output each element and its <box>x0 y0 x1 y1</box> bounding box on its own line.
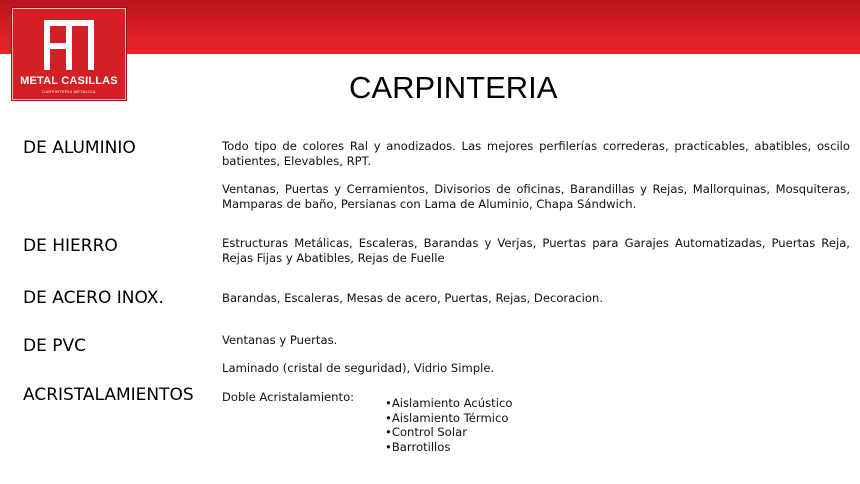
heading-hierro: DE HIERRO <box>23 236 118 256</box>
list-item: • Control Solar <box>385 425 512 440</box>
logo-mark-icon <box>42 18 96 70</box>
aluminio-description: Todo tipo de colores Ral y anodizados. Las mejores perfilerías correderas, practicables, abatibles, oscilo batientes, Elevables, RPT. <box>222 139 850 168</box>
acristalamientos-laminado: Laminado (cristal de seguridad), Vidrio Simple. <box>222 361 495 375</box>
page-title: CARPINTERIA <box>349 70 558 105</box>
acristalamientos-doble: Doble Acristalamiento: <box>222 390 355 404</box>
aluminio-products: Ventanas, Puertas y Cerramientos, Divisorios de oficinas, Barandillas y Rejas, Mallorquinas, Mosquiteras, Mamparas de baño, Persianas con Lama de Aluminio, Chapa Sándwich. <box>222 182 850 211</box>
acero-inox-products: Barandas, Escaleras, Mesas de acero, Puertas, Rejas, Decoracion. <box>222 291 604 305</box>
heading-aluminio: DE ALUMINIO <box>23 138 136 158</box>
pvc-products: Ventanas y Puertas. <box>222 333 338 347</box>
company-logo[interactable] <box>11 7 127 101</box>
logo-tagline: CARPINTERIA METALICA <box>42 89 96 94</box>
logo-company-name: METAL CASILLAS <box>20 75 118 87</box>
list-item: • Aislamiento Acústico <box>385 396 512 411</box>
heading-pvc: DE PVC <box>23 336 86 356</box>
hierro-products: Estructuras Metálicas, Escaleras, Barandas y Verjas, Puertas para Garajes Automatizadas, Puertas Reja, Rejas Fijas y Abatibles, Rejas de Fuelle <box>222 236 850 265</box>
acristalamientos-bullet-list <box>385 396 512 454</box>
list-item: • Barrotillos <box>385 440 512 455</box>
heading-acristalamientos: ACRISTALAMIENTOS <box>23 385 194 405</box>
heading-acero-inox: DE ACERO INOX. <box>23 288 164 308</box>
header-bar <box>0 0 860 54</box>
list-item: • Aislamiento Térmico <box>385 411 512 426</box>
